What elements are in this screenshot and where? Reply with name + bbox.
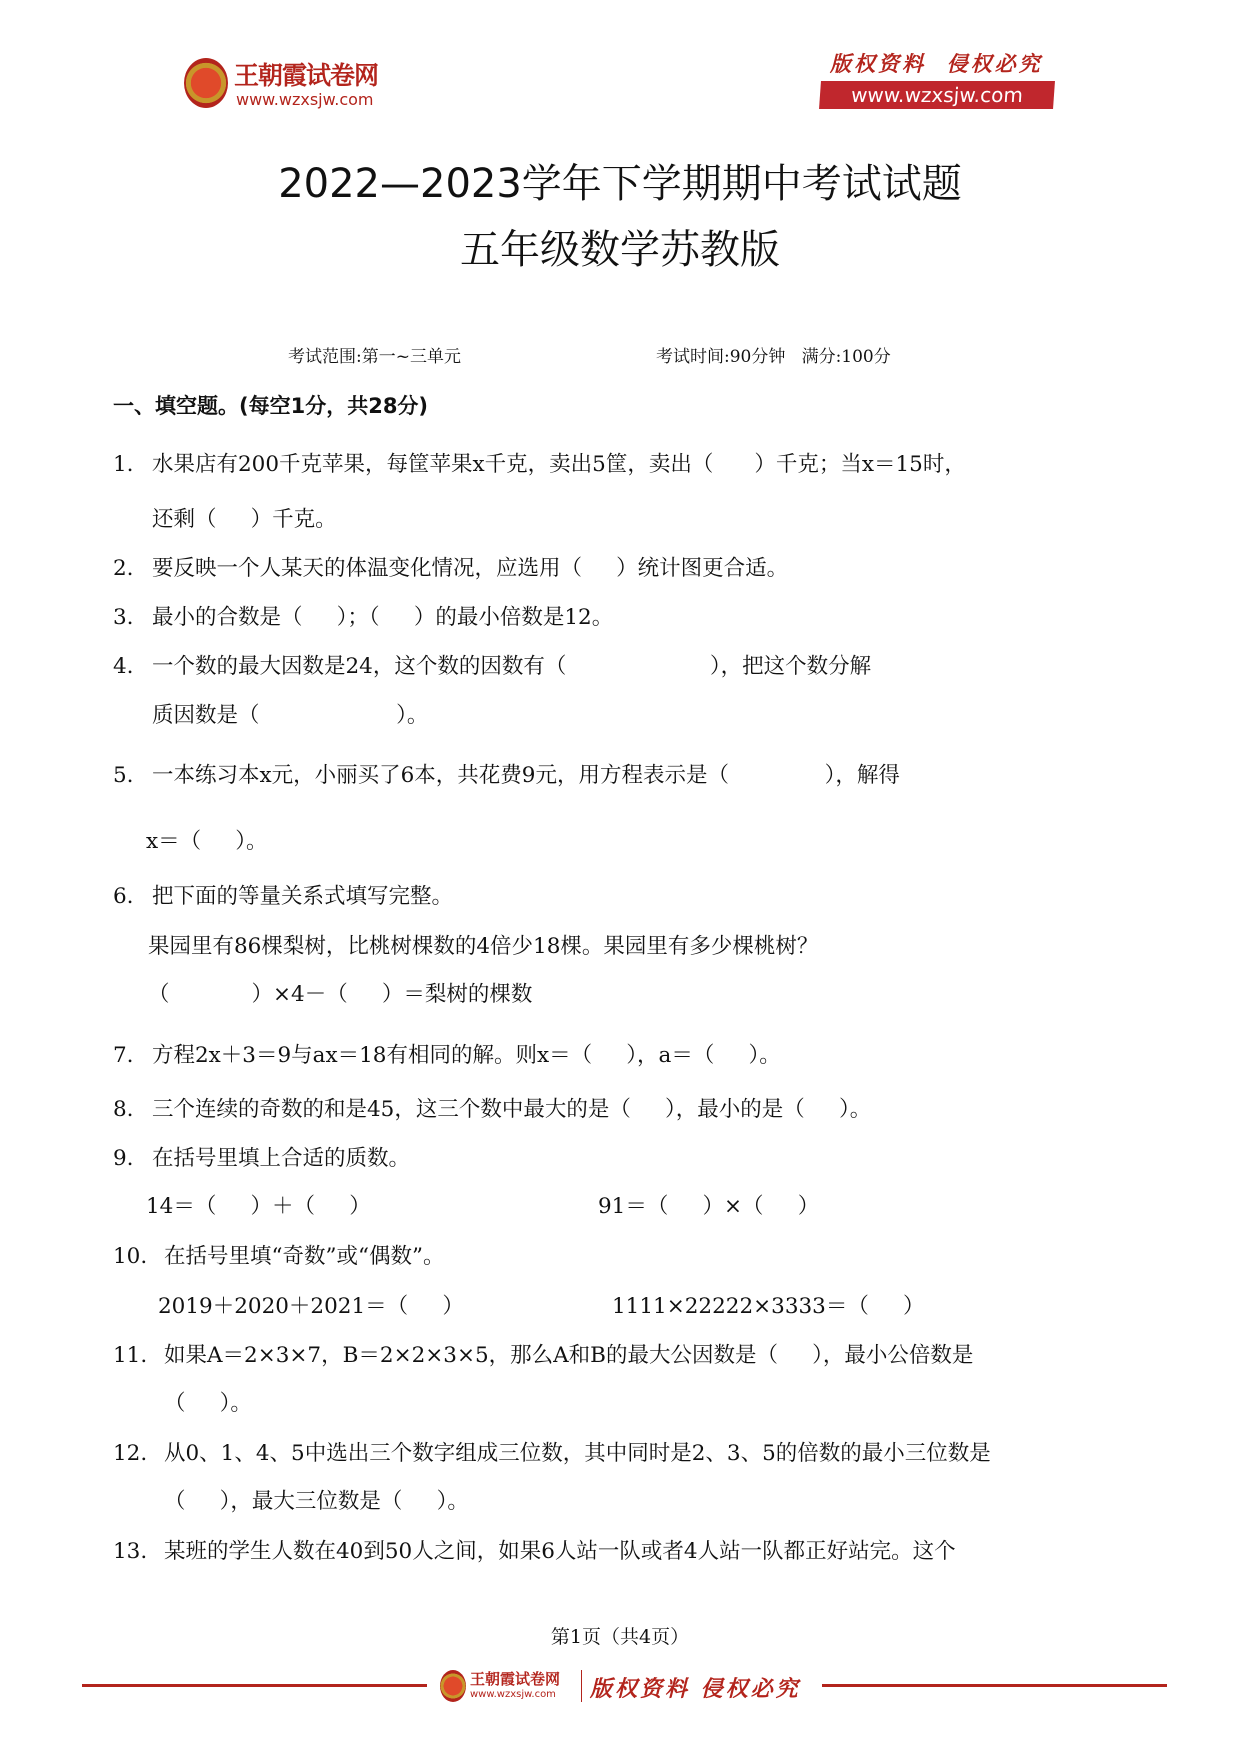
footer-logo: [440, 1668, 825, 1706]
exam-time-score: 考试时间:90分钟 满分:100分: [656, 347, 891, 367]
copyright-text: 版权资料 侵权必究: [830, 51, 1043, 76]
footer-logo-name: 王朝霞试卷网: [470, 1670, 561, 1688]
question-text: 2019＋2020＋2021＝（ ）: [158, 1294, 464, 1319]
question-text: 质因数是（ ）。: [152, 703, 429, 728]
footer-logo-divider: [581, 1670, 582, 1702]
question-number: 8.: [113, 1097, 134, 1122]
page-subtitle: 五年级数学苏教版: [460, 227, 780, 273]
footer-divider: [82, 1684, 427, 1687]
question-text: 还剩（ ）千克。: [152, 507, 337, 532]
question-text: 某班的学生人数在40到50人之间，如果6人站一队或者4人站一队都正好站完。这个: [164, 1539, 956, 1564]
logo-name: 王朝霞试卷网: [234, 61, 379, 90]
seal-icon: [184, 58, 228, 108]
question-text: 三个连续的奇数的和是45，这三个数中最大的是（ ），最小的是（ ）。: [152, 1097, 872, 1122]
question-text: x＝（ ）。: [146, 829, 268, 854]
question-number: 2.: [113, 556, 134, 581]
page-number: 第1页（共4页）: [550, 1626, 690, 1648]
question-text: 水果店有200千克苹果，每筐苹果x千克，卖出5筐，卖出（ ）千克；当x＝15时，: [152, 452, 966, 477]
question-number: 3.: [113, 605, 134, 630]
question-text: 最小的合数是（ ）；（ ）的最小倍数是12。: [152, 605, 614, 630]
copyright-stamp: [820, 48, 1054, 108]
question-text: 一个数的最大因数是24，这个数的因数有（ ），把这个数分解: [152, 654, 872, 679]
page-title: 2022—2023学年下学期期中考试试题: [278, 161, 962, 207]
question-text: （ ）。: [164, 1391, 252, 1416]
logo-url: www.wzxsjw.com: [236, 90, 374, 109]
footer-divider: [822, 1684, 1167, 1687]
question-number: 10.: [113, 1244, 148, 1269]
question-number: 6.: [113, 884, 134, 909]
question-text: 把下面的等量关系式填写完整。: [152, 884, 454, 909]
question-text: 91＝（ ）×（ ）: [598, 1194, 820, 1219]
footer-logo-url: www.wzxsjw.com: [470, 1689, 556, 1700]
exam-scope: 考试范围:第一~三单元: [288, 347, 461, 367]
question-text: （ ），最大三位数是（ ）。: [164, 1489, 469, 1514]
question-number: 4.: [113, 654, 134, 679]
question-number: 1.: [113, 452, 134, 477]
question-text: 果园里有86棵梨树，比桃树棵数的4倍少18棵。果园里有多少棵桃树？: [148, 934, 819, 959]
question-number: 13.: [113, 1539, 148, 1564]
question-text: 14＝（ ）＋（ ）: [146, 1194, 371, 1219]
footer-copyright: 版权资料 侵权必究: [590, 1676, 801, 1702]
question-text: 在括号里填“奇数”或“偶数”。: [164, 1244, 445, 1269]
seal-icon: [440, 1670, 466, 1702]
question-text: （ ）×4－（ ）＝梨树的棵数: [148, 982, 533, 1007]
question-number: 11.: [113, 1343, 148, 1368]
site-logo: [184, 56, 399, 114]
question-text: 如果A＝2×3×7，B＝2×2×3×5，那么A和B的最大公因数是（ ），最小公倍数是: [164, 1343, 974, 1368]
copyright-url: www.wzxsjw.com: [819, 81, 1055, 109]
question-number: 12.: [113, 1441, 148, 1466]
question-text: 在括号里填上合适的质数。: [152, 1146, 411, 1171]
question-text: 要反映一个人某天的体温变化情况，应选用（ ）统计图更合适。: [152, 556, 789, 581]
question-text: 从0、1、4、5中选出三个数字组成三位数，其中同时是2、3、5的倍数的最小三位数是: [164, 1441, 991, 1466]
question-number: 5.: [113, 763, 134, 788]
question-text: 方程2x＋3＝9与ax＝18有相同的解。则x＝（ ），a＝（ ）。: [152, 1043, 781, 1068]
question-text: 1111×22222×3333＝（ ）: [612, 1294, 925, 1319]
section-heading: 一、填空题。(每空1分，共28分): [113, 394, 429, 418]
question-number: 9.: [113, 1146, 134, 1171]
question-number: 7.: [113, 1043, 134, 1068]
question-text: 一本练习本x元，小丽买了6本，共花费9元，用方程表示是（ ），解得: [152, 763, 900, 788]
